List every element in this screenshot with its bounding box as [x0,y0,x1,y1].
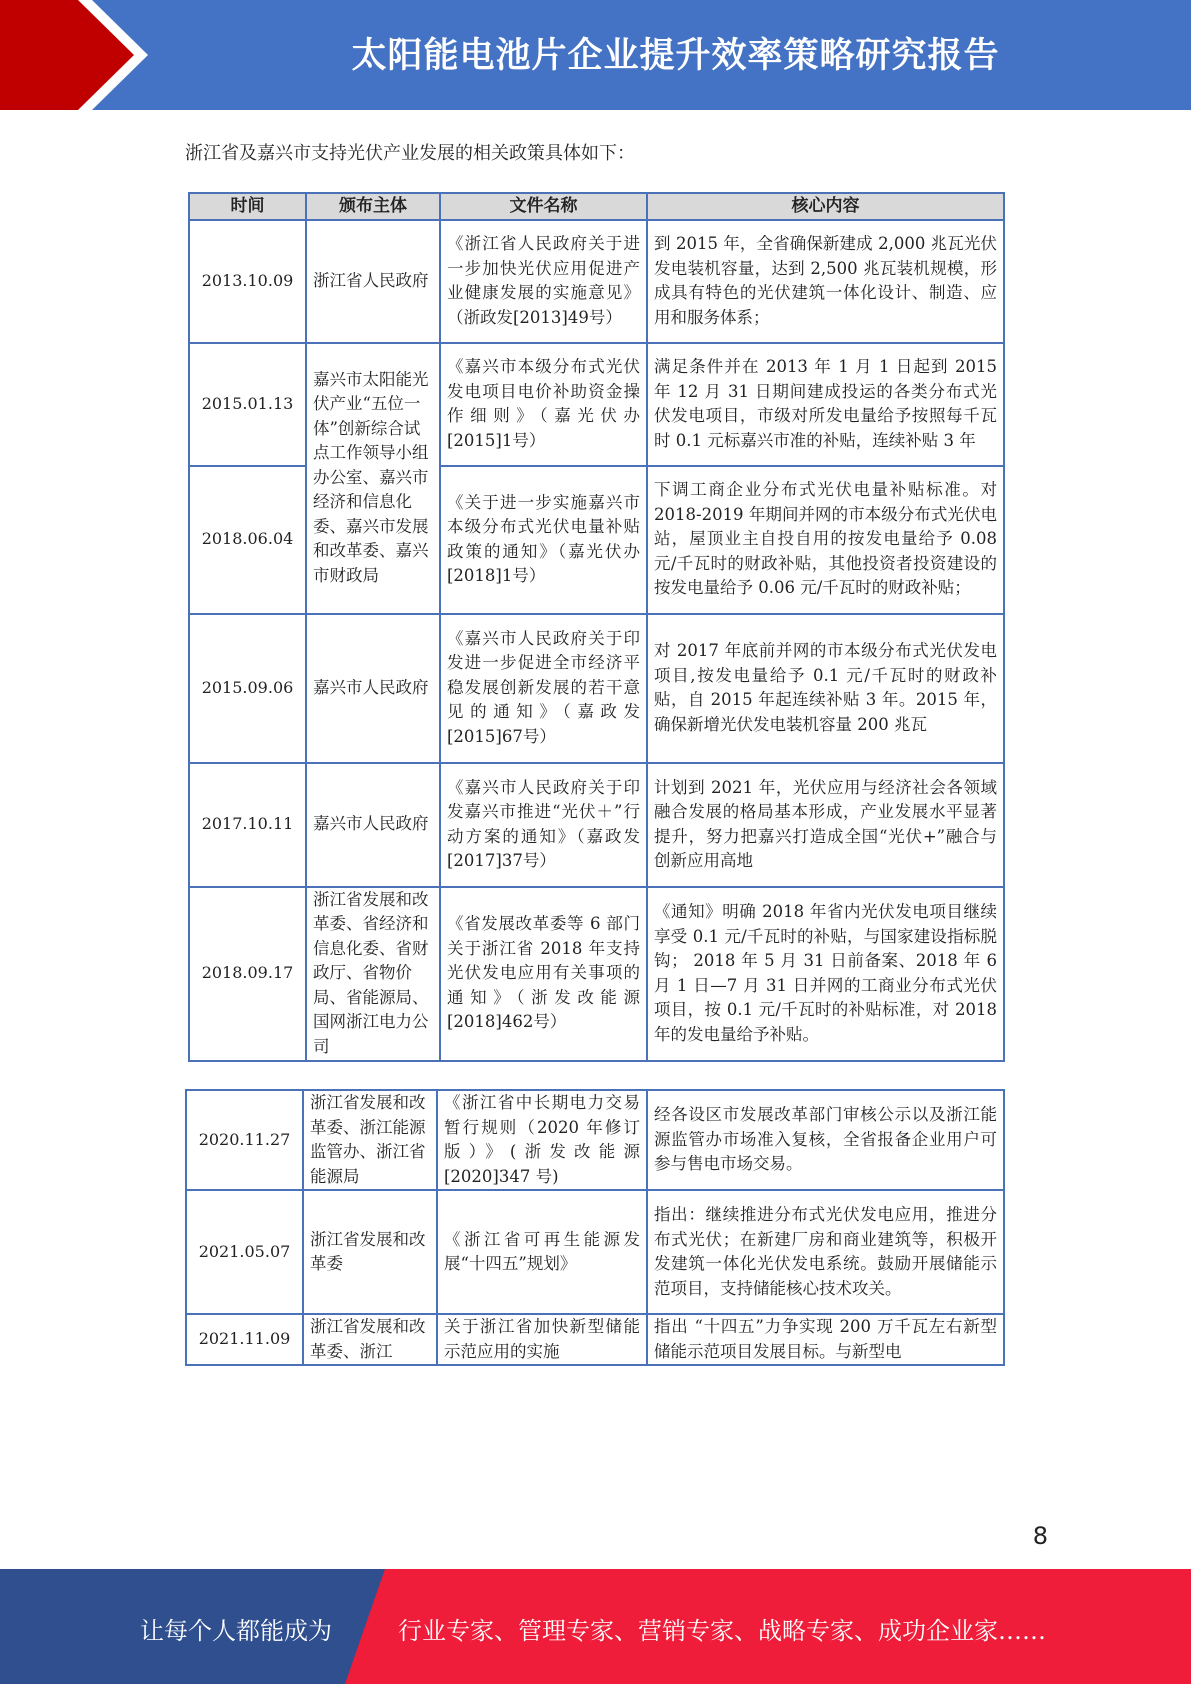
cell-date: 2020.11.27 [186,1090,303,1190]
cell-issuer: 浙江省发展和改革委、浙江能源监管办、浙江省能源局 [303,1090,437,1190]
cell-issuer: 浙江省人民政府 [306,220,440,343]
cell-date: 2017.10.11 [189,763,306,887]
cell-content: 指出：继续推进分布式光伏发电应用，推进分布式光伏；在新建厂房和商业建筑等，积极开发建筑一体化光伏发电系统。鼓励开展储能示范项目，支持储能核心技术攻关。 [647,1190,1004,1314]
cell-document: 《浙江省中长期电力交易暂行规则（2020 年修订版）》(浙发改能源[2020]347 号) [437,1090,647,1190]
cell-content: 对 2017 年底前并网的市本级分布式光伏发电项目,按发电量给予 0.1 元/千瓦时的财政补贴，自 2015 年起连续补贴 3 年。2015 年，确保新增光伏发电装机容量 200 兆瓦 [647,614,1004,763]
table-row [186,1314,1004,1365]
col-header-issuer: 颁布主体 [306,193,440,220]
cell-issuer: 嘉兴市人民政府 [306,614,440,763]
table-header-row [189,193,1004,220]
cell-document: 《浙江省人民政府关于进一步加快光伏应用促进产业健康发展的实施意见》（浙政发[2013]49号） [440,220,647,343]
cell-date: 2015.01.13 [189,343,306,466]
cell-content: 满足条件并在 2013 年 1 月 1 日起到 2015 年 12 月 31 日期间建成投运的各类分布式光伏发电项目，市级对所发电量给予按照每千瓦时 0.1 元标嘉兴市准的补贴，连续补贴 3 年 [647,343,1004,466]
cell-issuer: 嘉兴市人民政府 [306,763,440,887]
footer-slogan-right: 行业专家、管理专家、营销专家、战略专家、成功企业家…… [398,1617,1046,1645]
cell-document: 《浙江省可再生能源发展“十四五”规划》 [437,1190,647,1314]
table-row [189,763,1004,887]
cell-date: 2018.09.17 [189,887,306,1061]
page-header [0,0,1191,110]
cell-content: 下调工商企业分布式光伏电量补贴标准。对 2018-2019 年期间并网的市本级分布式光伏电站，屋顶业主自投自用的按发电量给予 0.08 元/千瓦时的财政补贴，其他投资者投资建设的按发电量给予 0.06 元/千瓦时的财政补贴； [647,466,1004,614]
footer-slogan-left: 让每个人都能成为 [140,1617,332,1645]
cell-document: 《关于进一步实施嘉兴市本级分布式光伏电量补贴政策的通知》（嘉光伏办[2018]1号） [440,466,647,614]
cell-document: 《嘉兴市人民政府关于印发嘉兴市推进“光伏＋”行动方案的通知》（嘉政发[2017]37号） [440,763,647,887]
page-number: 8 [1032,1522,1048,1550]
cell-document: 《嘉兴市本级分布式光伏发电项目电价补助资金操作细则》（嘉光伏办[2015]1号） [440,343,647,466]
table-row [186,1090,1004,1190]
header-arrow-decoration [0,0,200,110]
cell-document: 《嘉兴市人民政府关于印发进一步促进全市经济平稳发展创新发展的若干意见的通知》（嘉政发[2015]67号） [440,614,647,763]
cell-date: 2015.09.06 [189,614,306,763]
cell-date: 2018.06.04 [189,466,306,614]
col-header-date: 时间 [189,193,306,220]
cell-content: 《通知》明确 2018 年省内光伏发电项目继续享受 0.1 元/千瓦时的补贴，与国家建设指标脱钩； 2018 年 5 月 31 日前备案、2018 年 6 月 1 日—7 月 31 日并网的工商业分布式光伏项目，按 0.1 元/千瓦时的补贴标准，对 2018 年的发电量给予补贴。 [647,887,1004,1061]
cell-date: 2021.11.09 [186,1314,303,1365]
cell-content: 指出 “十四五”力争实现 200 万千瓦左右新型储能示范项目发展目标。与新型电 [647,1314,1004,1365]
cell-content: 到 2015 年，全省确保新建成 2,000 兆瓦光伏发电装机容量，达到 2,500 兆瓦装机规模，形成具有特色的光伏建筑一体化设计、制造、应用和服务体系； [647,220,1004,343]
policy-table-continued [185,1089,1005,1366]
cell-issuer: 浙江省发展和改革委 [303,1190,437,1314]
cell-issuer: 浙江省发展和改革委、浙江 [303,1314,437,1365]
cell-issuer: 嘉兴市太阳能光伏产业“五位一体”创新综合试点工作领导小组办公室、嘉兴市经济和信息化委、嘉兴市发展和改革委、嘉兴市财政局 [306,343,440,614]
cell-date: 2021.05.07 [186,1190,303,1314]
col-header-document: 文件名称 [440,193,647,220]
policy-table [188,192,1005,1062]
cell-issuer: 浙江省发展和改革委、省经济和信息化委、省财政厅、省物价局、省能源局、国网浙江电力公司 [306,887,440,1061]
table-row [189,220,1004,343]
report-title: 太阳能电池片企业提升效率策略研究报告 [351,36,1000,76]
page-footer [0,1569,1191,1684]
cell-document: 《省发展改革委等 6 部门关于浙江省 2018 年支持光伏发电应用有关事项的通知》（浙发改能源[2018]462号） [440,887,647,1061]
table-row [186,1190,1004,1314]
table-row [189,614,1004,763]
cell-date: 2013.10.09 [189,220,306,343]
col-header-content: 核心内容 [647,193,1004,220]
table-row [189,343,1004,466]
cell-content: 经各设区市发展改革部门审核公示以及浙江能源监管办市场准入复核，全省报备企业用户可参与售电市场交易。 [647,1090,1004,1190]
cell-document: 关于浙江省加快新型储能示范应用的实施 [437,1314,647,1365]
table-row [189,887,1004,1061]
intro-text: 浙江省及嘉兴市支持光伏产业发展的相关政策具体如下： [185,143,635,164]
cell-content: 计划到 2021 年，光伏应用与经济社会各领域融合发展的格局基本形成，产业发展水平显著提升，努力把嘉兴打造成全国“光伏+”融合与创新应用高地 [647,763,1004,887]
